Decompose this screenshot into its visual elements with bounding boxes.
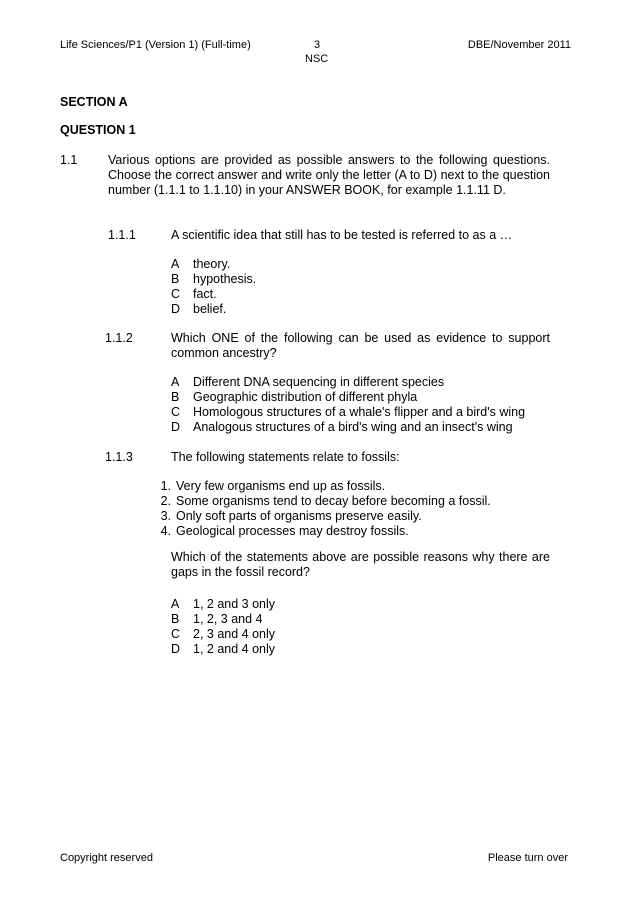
option-item: [171, 420, 525, 435]
option-letter: D: [171, 642, 181, 656]
option-text: fact.: [193, 287, 217, 301]
footer-right: Please turn over: [487, 852, 568, 864]
option-text: Homologous structures of a whale's flipper and a bird's wing: [193, 405, 526, 419]
question-title: QUESTION 1: [60, 123, 136, 137]
statement-number: 2.: [160, 494, 171, 508]
question-number: 1.1.2: [105, 331, 133, 345]
option-letter: A: [171, 597, 180, 611]
option-item: [171, 272, 256, 287]
question-instructions: Various options are provided as possible answers to the following questions. Choose the correct answer and write only the letter (A to D) next to the question number (1.1.1 to 1.1.10) in your ANSWER BOOK, for example 1.1.11 D.: [108, 153, 550, 197]
option-text: Analogous structures of a bird's wing and an insect's wing: [193, 420, 513, 434]
statement-text: Very few organisms end up as fossils.: [176, 479, 386, 493]
option-text: belief.: [193, 302, 227, 316]
option-item: [171, 390, 525, 405]
footer-left: Copyright reserved: [60, 852, 153, 864]
header-left: Life Sciences/P1 (Version 1) (Full-time): [60, 39, 251, 51]
question-stem: A scientific idea that still has to be tested is referred to as a …: [171, 228, 513, 242]
option-letter: D: [171, 420, 181, 434]
option-item: [171, 302, 256, 317]
option-item: [171, 287, 256, 302]
statement-number: 1.: [160, 479, 171, 493]
option-letter: B: [171, 390, 180, 404]
statement-text: Some organisms tend to decay before becoming a fossil.: [176, 494, 491, 508]
option-letter: A: [171, 257, 180, 271]
question-number: 1.1.3: [105, 450, 133, 464]
statement-text: Only soft parts of organisms preserve easily.: [176, 509, 422, 523]
question-stem: The following statements relate to fossils:: [171, 450, 400, 464]
statement-number: 4.: [160, 524, 171, 538]
section-title: SECTION A: [60, 95, 128, 109]
header-right: DBE/November 2011: [467, 39, 571, 51]
option-item: [171, 257, 256, 272]
statement-item: [151, 494, 491, 509]
question-number: 1.1.1: [108, 228, 136, 242]
option-text: Geographic distribution of different phyla: [193, 390, 418, 404]
option-list: [171, 597, 275, 657]
statement-text: Geological processes may destroy fossils.: [176, 524, 409, 538]
statement-number: 3.: [160, 509, 171, 523]
option-list: [171, 257, 256, 317]
option-item: [171, 405, 525, 420]
option-text: theory.: [193, 257, 231, 271]
header-nsc: NSC: [305, 53, 329, 65]
option-text: 2, 3 and 4 only: [193, 627, 276, 641]
option-letter: B: [171, 272, 180, 286]
statement-list: [151, 479, 491, 539]
option-item: [171, 642, 275, 657]
option-letter: C: [171, 627, 181, 641]
option-item: [171, 612, 275, 627]
option-text: hypothesis.: [193, 272, 257, 286]
statement-item: [151, 479, 491, 494]
option-letter: D: [171, 302, 181, 316]
option-letter: A: [171, 375, 180, 389]
option-text: Different DNA sequencing in different species: [193, 375, 445, 389]
option-letter: B: [171, 612, 180, 626]
statement-item: [151, 509, 491, 524]
option-item: [171, 597, 275, 612]
option-item: [171, 375, 525, 390]
page-number: 3: [314, 39, 321, 51]
option-list: [171, 375, 525, 435]
question-text: Which of the statements above are possible reasons why there are gaps in the fossil record?: [171, 550, 550, 579]
question-number: 1.1: [60, 153, 78, 167]
option-letter: C: [171, 287, 181, 301]
option-text: 1, 2 and 4 only: [193, 642, 276, 656]
option-item: [171, 627, 275, 642]
statement-item: [151, 524, 491, 539]
option-letter: C: [171, 405, 181, 419]
option-text: 1, 2 and 3 only: [193, 597, 276, 611]
question-stem: Which ONE of the following can be used as evidence to support common ancestry?: [171, 331, 550, 360]
option-text: 1, 2, 3 and 4: [193, 612, 263, 626]
